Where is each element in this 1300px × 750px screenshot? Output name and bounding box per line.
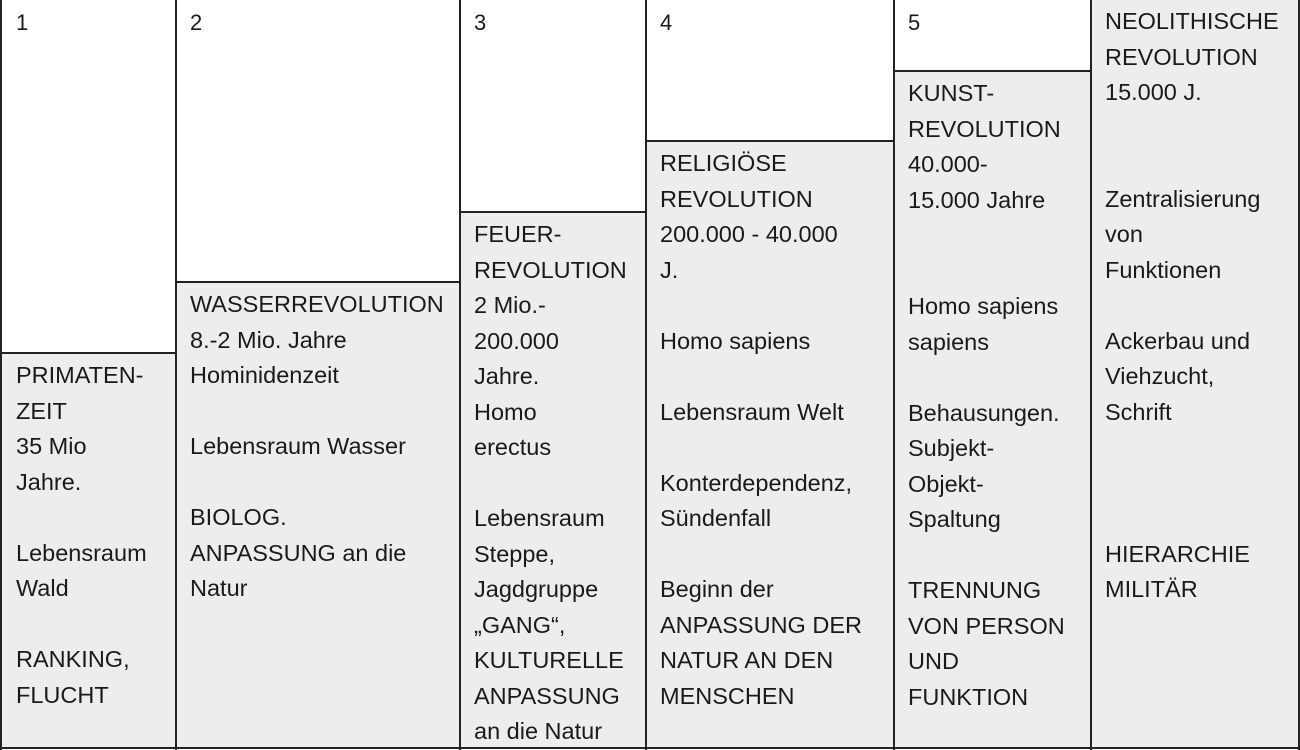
text-line: Funktionen	[1105, 256, 1222, 283]
spacer	[660, 537, 884, 573]
text-line: 15.000 J.	[1105, 79, 1202, 105]
divider-line	[1090, 0, 1092, 750]
text-line: KULTURELLE	[474, 647, 624, 673]
text-line: von	[1105, 221, 1143, 247]
divider-line	[893, 0, 895, 750]
text-line: Jahre.	[474, 363, 540, 389]
text-line: FEUER-	[474, 221, 562, 247]
text-line: Lebensraum Wasser	[190, 433, 406, 459]
text-line: VON PERSON	[908, 612, 1065, 639]
divider-line	[459, 0, 461, 750]
text-line: RELIGIÖSE	[660, 150, 787, 176]
spacer	[16, 500, 166, 536]
text-line: Hominidenzeit	[190, 362, 339, 388]
text-line: ANPASSUNG an die	[190, 539, 407, 566]
text-line: Subjekt-	[908, 435, 995, 461]
text-line: PRIMATEN-	[16, 362, 144, 388]
text-line: an die Natur	[474, 718, 603, 744]
text-line: Jahre.	[16, 468, 82, 495]
spacer	[908, 254, 1081, 290]
text-line: 8.-2 Mio. Jahre	[190, 326, 347, 353]
text-line: FLUCHT	[16, 681, 109, 708]
text-line: Konterdependenz,	[660, 469, 853, 496]
text-line: WASSERREVOLUTION	[190, 291, 444, 317]
spacer	[1105, 111, 1288, 147]
text-line: Spaltung	[908, 506, 1001, 532]
text-line: 200.000 - 40.000	[660, 221, 838, 247]
step-block	[1091, 0, 1298, 748]
column-number: 2	[190, 10, 203, 35]
text-line: Steppe,	[474, 540, 556, 567]
spacer	[908, 360, 1081, 396]
spacer	[660, 359, 884, 395]
text-line: sapiens	[908, 328, 989, 355]
text-line: Homo sapiens	[660, 327, 811, 354]
text-line: J.	[660, 256, 679, 283]
spacer	[190, 465, 450, 501]
column-number: 5	[908, 10, 921, 35]
text-line: REVOLUTION	[1105, 43, 1258, 70]
text-line: TRENNUNG	[908, 577, 1042, 603]
text-line: MILITÄR	[1105, 576, 1198, 602]
spacer	[1105, 288, 1288, 324]
text-line: ZEIT	[16, 397, 67, 424]
spacer	[1105, 146, 1288, 182]
text-line: Schrift	[1105, 398, 1172, 425]
spacer	[1105, 501, 1288, 537]
step-block	[176, 281, 460, 748]
spacer	[1105, 430, 1288, 466]
text-line: Beginn der	[660, 576, 774, 602]
text-line: 2 Mio.-	[474, 292, 546, 318]
text-line: NEOLITHISCHE	[1105, 8, 1279, 34]
text-line: 35 Mio	[16, 433, 87, 459]
text-line: 15.000 Jahre	[908, 186, 1046, 213]
text-line: Ackerbau und	[1105, 327, 1251, 354]
column-number: 4	[660, 10, 673, 35]
text-line: REVOLUTION	[908, 115, 1061, 142]
text-line: NATUR AN DEN	[660, 647, 834, 673]
text-line: MENSCHEN	[660, 682, 795, 709]
text-line: Homo sapiens	[908, 293, 1059, 319]
text-line: Viehzucht,	[1105, 363, 1215, 389]
text-line: ANPASSUNG DER	[660, 611, 862, 638]
text-line: FUNKTION	[908, 683, 1029, 710]
text-line: Objekt-	[908, 470, 984, 497]
text-line: Wald	[16, 575, 69, 601]
text-line: BIOLOG.	[190, 504, 287, 530]
text-line: Natur	[190, 575, 248, 601]
spacer	[908, 538, 1081, 574]
spacer	[16, 607, 166, 643]
spacer	[908, 218, 1081, 254]
text-line: REVOLUTION	[660, 185, 813, 212]
text-line: Lebensraum	[16, 539, 147, 566]
spacer	[660, 288, 884, 324]
text-line: REVOLUTION	[474, 256, 627, 283]
divider-line	[0, 0, 2, 750]
text-line: erectus	[474, 434, 552, 460]
text-line: Sündenfall	[660, 505, 772, 531]
spacer	[474, 466, 636, 502]
spacer	[1105, 466, 1288, 502]
divider-line	[175, 0, 177, 750]
column-number: 1	[16, 10, 29, 35]
column-6-neolithische-revolution	[1091, 0, 1298, 748]
step-block	[2, 352, 176, 748]
divider-line	[645, 0, 647, 750]
text-line: Lebensraum Welt	[660, 398, 844, 425]
text-line: RANKING,	[16, 646, 130, 672]
text-line: Behausungen.	[908, 399, 1060, 426]
step-block	[894, 70, 1091, 748]
column-5-kunstrevolution	[894, 0, 1091, 748]
text-line: KUNST-	[908, 80, 995, 106]
column-3-feuerrevolution	[460, 0, 646, 748]
text-line: ANPASSUNG	[474, 682, 620, 709]
text-line: Jagdgruppe	[474, 576, 599, 602]
bottom-border	[0, 747, 1300, 749]
text-line: 200.000	[474, 327, 559, 354]
spacer	[660, 430, 884, 466]
text-line: „GANG“,	[474, 611, 566, 638]
text-line: HIERARCHIE	[1105, 540, 1250, 567]
text-line: Lebensraum	[474, 505, 605, 531]
spacer	[190, 394, 450, 430]
column-4-religioese-revolution	[646, 0, 894, 748]
step-block	[460, 211, 646, 748]
column-number: 3	[474, 10, 487, 35]
text-line: Homo	[474, 398, 537, 425]
column-2-wasserrevolution	[176, 0, 460, 748]
text-line: 40.000-	[908, 151, 988, 177]
text-line: UND	[908, 648, 959, 674]
step-block	[646, 140, 894, 748]
text-line: Zentralisierung	[1105, 185, 1261, 212]
column-1-primatenzeit	[2, 0, 176, 748]
